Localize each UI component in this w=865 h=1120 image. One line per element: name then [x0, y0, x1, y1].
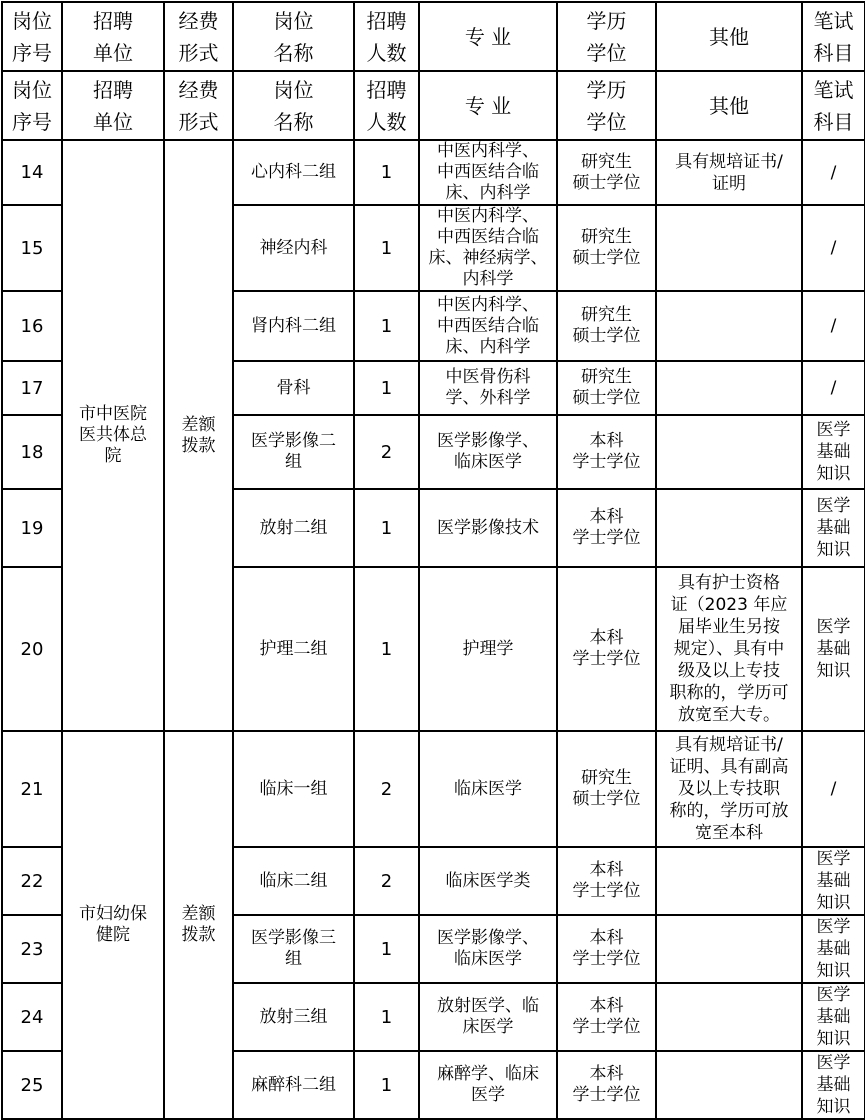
recruitment-table — [1, 1, 865, 1120]
other-requirements-cell: 具有规培证书/ 证明、具有副高 及以上专技职 称的，学历可放 宽至本科 — [656, 731, 802, 847]
header-cell: 专 业 — [419, 2, 557, 71]
hire-count-cell: 1 — [354, 361, 419, 415]
other-requirements-cell — [656, 915, 802, 983]
hire-count-cell: 1 — [354, 291, 419, 361]
header-cell: 岗位 名称 — [233, 2, 354, 71]
header-cell: 招聘 人数 — [354, 71, 419, 140]
education-cell: 研究生 硕士学位 — [557, 291, 656, 361]
other-requirements-cell — [656, 1051, 802, 1119]
exam-subject-cell: / — [802, 205, 865, 291]
other-requirements-cell — [656, 205, 802, 291]
header-cell: 其他 — [656, 71, 802, 140]
position-name-cell: 放射二组 — [233, 489, 354, 567]
other-requirements-cell: 具有规培证书/ 证明 — [656, 140, 802, 205]
table-row — [2, 731, 865, 847]
position-name-cell: 放射三组 — [233, 983, 354, 1051]
header-cell: 岗位 序号 — [2, 2, 62, 71]
major-cell: 中医骨伤科 学、外科学 — [419, 361, 557, 415]
position-name-cell: 临床一组 — [233, 731, 354, 847]
hire-count-cell: 1 — [354, 567, 419, 731]
position-number-cell: 24 — [2, 983, 62, 1051]
other-requirements-cell — [656, 361, 802, 415]
position-number-cell: 14 — [2, 140, 62, 205]
position-name-cell: 肾内科二组 — [233, 291, 354, 361]
exam-subject-cell: / — [802, 361, 865, 415]
education-cell: 本科 学士学位 — [557, 983, 656, 1051]
education-cell: 研究生 硕士学位 — [557, 361, 656, 415]
education-cell: 本科 学士学位 — [557, 415, 656, 489]
major-cell: 放射医学、临 床医学 — [419, 983, 557, 1051]
major-cell: 医学影像学、 临床医学 — [419, 415, 557, 489]
exam-subject-cell: 医学 基础 知识 — [802, 847, 865, 915]
header-cell: 招聘 单位 — [62, 2, 164, 71]
major-cell: 医学影像学、 临床医学 — [419, 915, 557, 983]
exam-subject-cell: 医学 基础 知识 — [802, 983, 865, 1051]
hire-count-cell: 2 — [354, 415, 419, 489]
position-number-cell: 15 — [2, 205, 62, 291]
header-row-repeat — [2, 71, 865, 140]
header-cell: 其他 — [656, 2, 802, 71]
other-requirements-cell: 具有护士资格 证（2023 年应 届毕业生另按 规定）、具有中 级及以上专技 职称的，学历可 放宽至大专。 — [656, 567, 802, 731]
exam-subject-cell: / — [802, 731, 865, 847]
other-requirements-cell — [656, 291, 802, 361]
funding-cell: 差额 拨款 — [164, 731, 233, 1119]
other-requirements-cell — [656, 847, 802, 915]
hire-count-cell: 1 — [354, 915, 419, 983]
position-number-cell: 19 — [2, 489, 62, 567]
position-number-cell: 20 — [2, 567, 62, 731]
position-number-cell: 25 — [2, 1051, 62, 1119]
hire-count-cell: 1 — [354, 489, 419, 567]
unit-cell: 市妇幼保 健院 — [62, 731, 164, 1119]
position-name-cell: 骨科 — [233, 361, 354, 415]
exam-subject-cell: / — [802, 291, 865, 361]
major-cell: 中医内科学、 中西医结合临 床、内科学 — [419, 140, 557, 205]
hire-count-cell: 1 — [354, 983, 419, 1051]
education-cell: 本科 学士学位 — [557, 489, 656, 567]
position-name-cell: 医学影像三 组 — [233, 915, 354, 983]
header-cell: 岗位 名称 — [233, 71, 354, 140]
header-cell: 经费 形式 — [164, 2, 233, 71]
funding-cell: 差额 拨款 — [164, 140, 233, 731]
major-cell: 中医内科学、 中西医结合临 床、神经病学、 内科学 — [419, 205, 557, 291]
hire-count-cell: 1 — [354, 1051, 419, 1119]
education-cell: 研究生 硕士学位 — [557, 140, 656, 205]
hire-count-cell: 1 — [354, 140, 419, 205]
hire-count-cell: 2 — [354, 847, 419, 915]
exam-subject-cell: / — [802, 140, 865, 205]
position-number-cell: 23 — [2, 915, 62, 983]
major-cell: 中医内科学、 中西医结合临 床、内科学 — [419, 291, 557, 361]
position-name-cell: 神经内科 — [233, 205, 354, 291]
education-cell: 本科 学士学位 — [557, 1051, 656, 1119]
unit-cell: 市中医院 医共体总 院 — [62, 140, 164, 731]
position-number-cell: 18 — [2, 415, 62, 489]
header-row — [2, 2, 865, 71]
header-cell: 招聘 单位 — [62, 71, 164, 140]
header-cell: 笔试 科目 — [802, 2, 865, 71]
position-number-cell: 17 — [2, 361, 62, 415]
exam-subject-cell: 医学 基础 知识 — [802, 489, 865, 567]
other-requirements-cell — [656, 983, 802, 1051]
position-number-cell: 16 — [2, 291, 62, 361]
other-requirements-cell — [656, 415, 802, 489]
header-cell: 笔试 科目 — [802, 71, 865, 140]
education-cell: 研究生 硕士学位 — [557, 205, 656, 291]
header-cell: 学历 学位 — [557, 2, 656, 71]
header-cell: 专 业 — [419, 71, 557, 140]
education-cell: 研究生 硕士学位 — [557, 731, 656, 847]
education-cell: 本科 学士学位 — [557, 567, 656, 731]
education-cell: 本科 学士学位 — [557, 915, 656, 983]
position-name-cell: 护理二组 — [233, 567, 354, 731]
hire-count-cell: 1 — [354, 205, 419, 291]
header-cell: 岗位 序号 — [2, 71, 62, 140]
header-cell: 经费 形式 — [164, 71, 233, 140]
position-name-cell: 麻醉科二组 — [233, 1051, 354, 1119]
other-requirements-cell — [656, 489, 802, 567]
header-cell: 学历 学位 — [557, 71, 656, 140]
position-number-cell: 22 — [2, 847, 62, 915]
position-name-cell: 临床二组 — [233, 847, 354, 915]
major-cell: 麻醉学、临床 医学 — [419, 1051, 557, 1119]
hire-count-cell: 2 — [354, 731, 419, 847]
table-row — [2, 140, 865, 205]
major-cell: 临床医学 — [419, 731, 557, 847]
header-cell: 招聘 人数 — [354, 2, 419, 71]
education-cell: 本科 学士学位 — [557, 847, 656, 915]
exam-subject-cell: 医学 基础 知识 — [802, 567, 865, 731]
exam-subject-cell: 医学 基础 知识 — [802, 1051, 865, 1119]
major-cell: 临床医学类 — [419, 847, 557, 915]
exam-subject-cell: 医学 基础 知识 — [802, 415, 865, 489]
position-name-cell: 医学影像二 组 — [233, 415, 354, 489]
major-cell: 医学影像技术 — [419, 489, 557, 567]
exam-subject-cell: 医学 基础 知识 — [802, 915, 865, 983]
position-name-cell: 心内科二组 — [233, 140, 354, 205]
major-cell: 护理学 — [419, 567, 557, 731]
position-number-cell: 21 — [2, 731, 62, 847]
